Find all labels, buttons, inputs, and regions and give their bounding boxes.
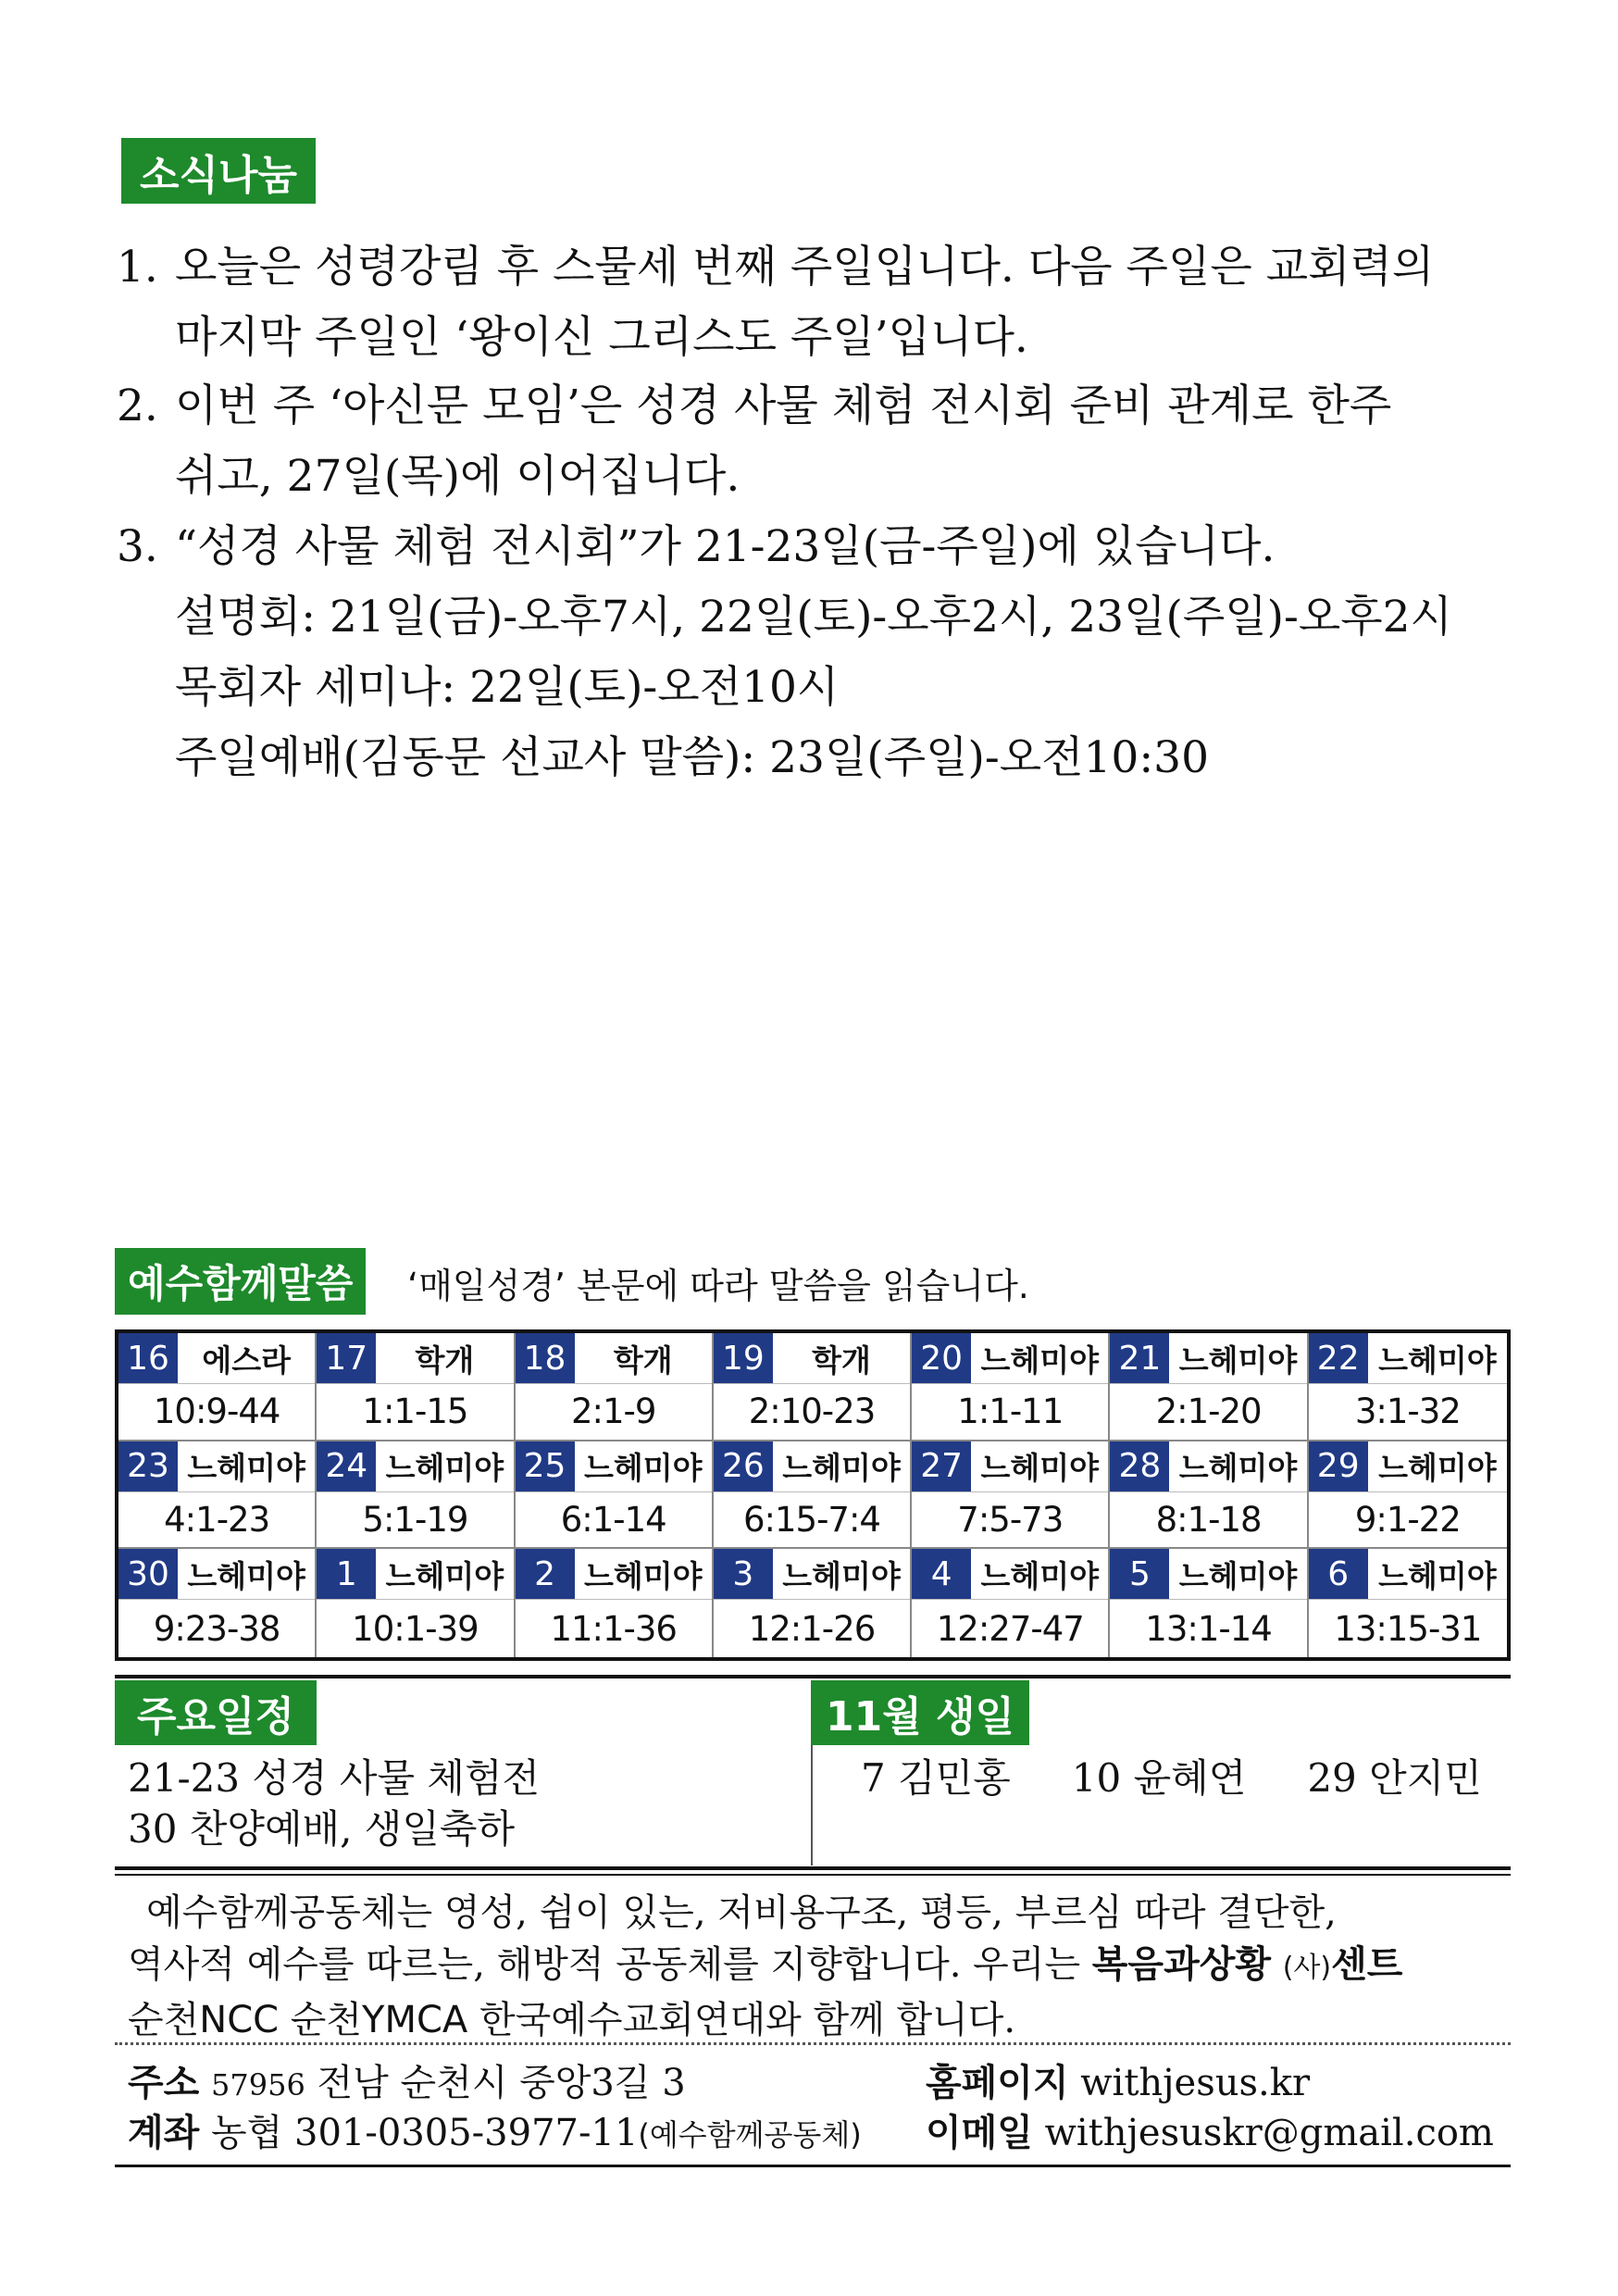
- news-item-line: 목회자 세미나: 22일(토)-오전10시: [175, 662, 840, 713]
- reading-book: 느헤미야: [583, 1450, 703, 1487]
- reading-reference: 10:1-39: [352, 1608, 479, 1649]
- news-item-number: 1.: [117, 242, 158, 293]
- reading-cell: [317, 1333, 515, 1441]
- reading-cell: [118, 1333, 317, 1441]
- reading-cell: [714, 1549, 912, 1657]
- news-item-line: 주일예배(김동문 선교사 말씀): 23일(주일)-오전10:30: [175, 732, 1209, 783]
- partner-name: 복음과상황: [1091, 1943, 1271, 1986]
- reading-cell-header: [714, 1549, 910, 1600]
- news-section-header: 소식나눔: [121, 138, 316, 204]
- reading-cell-header: [912, 1441, 1108, 1492]
- mission-line: 예수함께공동체는 영성, 쉼이 있는, 저비용구조, 평등, 부르심 따라 결단한,: [146, 1891, 1337, 1934]
- news-item-3: [117, 512, 1505, 793]
- bottom-rule: [115, 2165, 1511, 2167]
- address-line: [128, 2053, 686, 2106]
- homepage-label: 홈페이지: [926, 2062, 1069, 2104]
- reading-reference: 5:1-19: [362, 1499, 468, 1540]
- reading-cell-header: [912, 1549, 1108, 1600]
- address-label: 주소: [128, 2062, 200, 2104]
- reading-book: 에스라: [202, 1341, 291, 1379]
- reading-cell-header: [118, 1333, 315, 1384]
- reading-cell-header: [516, 1549, 712, 1600]
- birthday-entry: 29 안지민: [1307, 1755, 1482, 1801]
- reading-reference: 10:9-44: [153, 1391, 280, 1432]
- reading-day: 26: [714, 1441, 773, 1491]
- reading-day: 24: [317, 1441, 376, 1491]
- reading-day: 19: [714, 1333, 773, 1383]
- email-link[interactable]: withjesuskr@gmail.com: [1044, 2112, 1494, 2154]
- news-item-number: 3.: [117, 521, 158, 572]
- bible-reading-table: [115, 1329, 1511, 1661]
- reading-reference: 6:1-14: [560, 1499, 666, 1540]
- partner-name: 센트: [1331, 1943, 1403, 1986]
- address: 전남 순천시 중앙3길 3: [317, 2062, 686, 2104]
- reading-cell: [1110, 1549, 1308, 1657]
- reading-cell-header: [1110, 1441, 1306, 1492]
- news-item-line: 이번 주 ‘아신문 모임’은 성경 사물 체험 전시회 준비 관계로 한주: [175, 381, 1392, 431]
- news-item-line: “성경 사물 체험 전시회”가 21-23일(금-주일)에 있습니다.: [175, 521, 1276, 572]
- reading-day: 23: [118, 1441, 178, 1491]
- reading-cell: [714, 1441, 912, 1550]
- mission-statement: [128, 1887, 1507, 2046]
- homepage-line: [926, 2053, 1310, 2106]
- reading-book: 느헤미야: [1378, 1450, 1497, 1487]
- reading-reference: 13:1-14: [1145, 1608, 1272, 1649]
- reading-day: 5: [1110, 1549, 1169, 1599]
- news-item-number: 2.: [117, 381, 158, 431]
- reading-cell: [1309, 1549, 1507, 1657]
- reading-book: 느헤미야: [1378, 1557, 1497, 1594]
- reading-reference: 3:1-32: [1354, 1391, 1461, 1432]
- reading-reference: 13:15-31: [1334, 1608, 1482, 1649]
- reading-day: 25: [516, 1441, 575, 1491]
- reading-cell-header: [516, 1441, 712, 1492]
- bank: 농협: [211, 2112, 283, 2154]
- news-item-line: 쉬고, 27일(목)에 이어집니다.: [175, 451, 741, 502]
- reading-cell-header: [1110, 1549, 1306, 1600]
- reading-reference: 7:5-73: [957, 1499, 1064, 1540]
- reading-reference: 8:1-18: [1155, 1499, 1262, 1540]
- reading-reference: 9:1-22: [1354, 1499, 1461, 1540]
- partner-prefix: (사): [1282, 1952, 1332, 1984]
- birthday-entry: 7 김민홍: [861, 1755, 1011, 1801]
- reading-book: 학개: [613, 1341, 673, 1379]
- reading-cell-header: [912, 1333, 1108, 1384]
- reading-book: 느헤미야: [385, 1557, 504, 1594]
- birthday-section-header: 11월 생일: [811, 1680, 1029, 1745]
- reading-day: 17: [317, 1333, 376, 1383]
- reading-book: 학개: [415, 1341, 475, 1379]
- birthday-list: [861, 1753, 1482, 1803]
- account-label: 계좌: [128, 2112, 200, 2154]
- reading-cell: [317, 1441, 515, 1550]
- reading-cell: [516, 1441, 714, 1550]
- reading-reference: 2:1-20: [1155, 1391, 1262, 1432]
- bible-caption: ‘매일성경’ 본문에 따라 말씀을 읽습니다.: [407, 1266, 1029, 1306]
- reading-reference: 1:1-15: [362, 1391, 468, 1432]
- reading-reference: 12:1-26: [748, 1608, 876, 1649]
- reading-cell: [912, 1333, 1110, 1441]
- schedule-section-header: 주요일정: [115, 1680, 317, 1745]
- reading-day: 18: [516, 1333, 575, 1383]
- reading-cell: [118, 1441, 317, 1550]
- news-item-line: 오늘은 성령강림 후 스물세 번째 주일입니다. 다음 주일은 교회력의: [175, 242, 1435, 293]
- reading-book: 느헤미야: [980, 1341, 1100, 1379]
- reading-reference: 12:27-47: [936, 1608, 1084, 1649]
- reading-cell: [1110, 1333, 1308, 1441]
- account-number: 301-0305-3977-11: [294, 2112, 639, 2154]
- reading-book: 느헤미야: [187, 1557, 305, 1594]
- birthday-entry: 10 윤혜연: [1071, 1755, 1247, 1801]
- reading-reference: 9:23-38: [153, 1608, 280, 1649]
- reading-cell: [516, 1333, 714, 1441]
- email-label: 이메일: [926, 2112, 1033, 2154]
- reading-book: 느헤미야: [980, 1450, 1100, 1487]
- partner-names: 순천NCC 순천YMCA 한국예수교회연대: [128, 1999, 766, 2041]
- schedule-item: 30 찬양예배, 생일축하: [128, 1806, 516, 1852]
- reading-book: 느헤미야: [1378, 1341, 1497, 1379]
- reading-cell-header: [118, 1549, 315, 1600]
- news-item-1: [117, 232, 1505, 373]
- reading-cell-header: [516, 1333, 712, 1384]
- section-divider: [115, 1675, 1511, 1678]
- reading-day: 6: [1309, 1549, 1368, 1599]
- reading-cell: [1110, 1441, 1308, 1550]
- reading-cell: [1309, 1333, 1507, 1441]
- schedule-item: 21-23 성경 사물 체험전: [128, 1755, 541, 1801]
- reading-day: 30: [118, 1549, 178, 1599]
- mission-text: 와 함께 합니다.: [765, 1999, 1016, 2041]
- news-item-line: 마지막 주일인 ‘왕이신 그리스도 주일’입니다.: [175, 312, 1028, 363]
- account-holder: (예수함께공동체): [638, 2117, 862, 2152]
- reading-book: 느헤미야: [782, 1557, 901, 1594]
- reading-cell: [912, 1441, 1110, 1550]
- reading-cell: [912, 1549, 1110, 1657]
- reading-day: 16: [118, 1333, 178, 1383]
- postcode: 57956: [211, 2067, 305, 2103]
- homepage-link[interactable]: withjesus.kr: [1080, 2062, 1311, 2104]
- reading-day: 22: [1309, 1333, 1368, 1383]
- reading-reference: 11:1-36: [550, 1608, 677, 1649]
- reading-cell-header: [714, 1333, 910, 1384]
- reading-cell: [1309, 1441, 1507, 1550]
- reading-reference: 2:10-23: [748, 1391, 876, 1432]
- reading-cell-header: [1309, 1333, 1507, 1384]
- reading-book: 학개: [812, 1341, 871, 1379]
- account-line: [128, 2103, 862, 2156]
- news-item-line: 설명회: 21일(금)-오후7시, 22일(토)-오후2시, 23일(주일)-오후2시: [175, 592, 1452, 643]
- reading-day: 28: [1110, 1441, 1169, 1491]
- reading-reference: 4:1-23: [164, 1499, 270, 1540]
- section-divider: [115, 1866, 1511, 1870]
- reading-cell: [317, 1549, 515, 1657]
- reading-cell: [118, 1549, 317, 1657]
- mission-line: [128, 1994, 1507, 2046]
- reading-book: 느헤미야: [1178, 1450, 1298, 1487]
- reading-cell: [714, 1333, 912, 1441]
- reading-cell-header: [118, 1441, 315, 1492]
- reading-day: 1: [317, 1549, 376, 1599]
- reading-book: 느헤미야: [583, 1557, 703, 1594]
- section-divider: [115, 1874, 1511, 1876]
- reading-cell-header: [1110, 1333, 1306, 1384]
- reading-day: 3: [714, 1549, 773, 1599]
- reading-day: 2: [516, 1549, 575, 1599]
- reading-book: 느헤미야: [782, 1450, 901, 1487]
- mission-text: 역사적 예수를 따르는, 해방적 공동체를 지향합니다. 우리는: [128, 1943, 1092, 1986]
- reading-reference: 2:1-9: [570, 1391, 656, 1432]
- reading-cell-header: [1309, 1549, 1507, 1600]
- bible-section-header: 예수함께말씀: [115, 1248, 366, 1315]
- reading-book: 느헤미야: [980, 1557, 1100, 1594]
- reading-cell-header: [317, 1549, 513, 1600]
- reading-book: 느헤미야: [187, 1450, 305, 1487]
- reading-cell: [516, 1549, 714, 1657]
- reading-reference: 6:15-7:4: [742, 1499, 880, 1540]
- dotted-divider: [115, 2042, 1511, 2045]
- reading-cell-header: [317, 1441, 513, 1492]
- reading-day: 21: [1110, 1333, 1169, 1383]
- reading-cell-header: [714, 1441, 910, 1492]
- reading-cell-header: [1309, 1441, 1507, 1492]
- reading-day: 4: [912, 1549, 971, 1599]
- reading-book: 느헤미야: [1178, 1341, 1298, 1379]
- reading-book: 느헤미야: [1178, 1557, 1298, 1594]
- reading-cell-header: [317, 1333, 513, 1384]
- reading-day: 29: [1309, 1441, 1368, 1491]
- reading-day: 20: [912, 1333, 971, 1383]
- email-line: [926, 2103, 1494, 2156]
- news-item-2: [117, 371, 1505, 512]
- reading-day: 27: [912, 1441, 971, 1491]
- reading-reference: 1:1-11: [957, 1391, 1064, 1432]
- reading-book: 느헤미야: [385, 1450, 504, 1487]
- mission-line: [128, 1939, 1507, 1994]
- schedule-list: [128, 1753, 540, 1854]
